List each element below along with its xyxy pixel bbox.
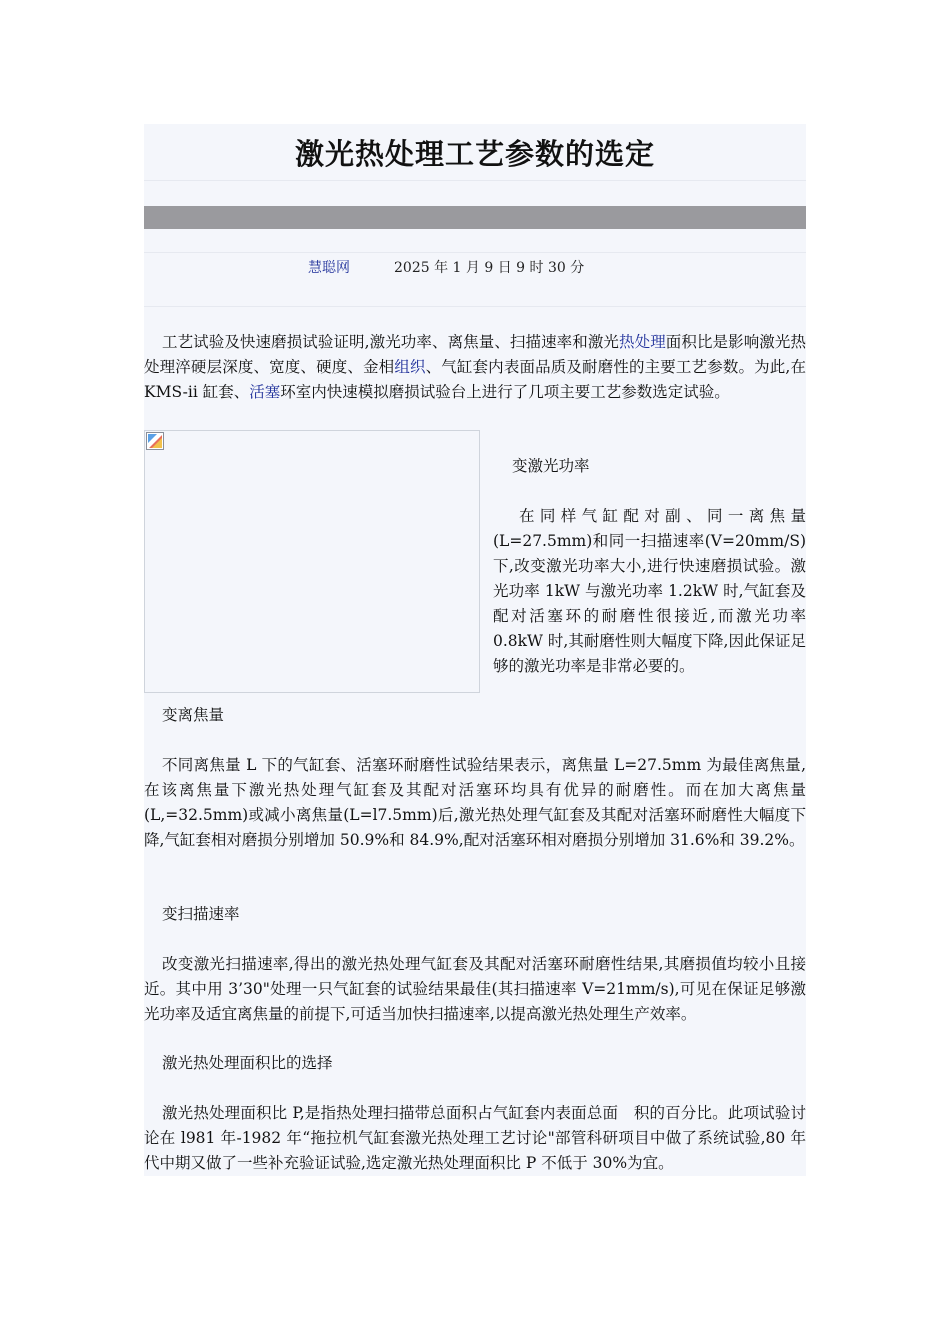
section-paragraph: 改变激光扫描速率,得出的激光热处理气缸套及其配对活塞环耐磨性结果,其磨损值均较小且接近。其中用 3’30"处理一只气缸套的试验结果最佳(其扫描速率 V=21mm/s),可见在保证足够激光功率及适宜离焦量的前提下,可适当加快扫描速率,以提高激光热处理生产效率。	[144, 955, 806, 1023]
section-heading: 变离焦量	[162, 706, 225, 724]
section-heading: 变激光功率	[512, 457, 590, 475]
section-heading: 变扫描速率	[162, 905, 240, 923]
intro-paragraph: 工艺试验及快速磨损试验证明,激光功率、离焦量、扫描速率和激光热处理面积比是影响激光热处理淬硬层深度、宽度、硬度、金相组织、气缸套内表面品质及耐磨性的主要工艺参数。为此,在 KMS-ii 缸套、活塞环室内快速模拟磨损试验台上进行了几项主要工艺参数选定试验。	[144, 333, 806, 401]
publish-date: 2025 年 1 月 9 日 9 时 30 分	[394, 260, 585, 276]
section-paragraph: 不同离焦量 L 下的气缸套、活塞环耐磨性试验结果表示，离焦量 L=27.5mm 为最佳离焦量,在该离焦量下激光热处理气缸套及其配对活塞环均具有优异的耐磨性。而在加大离焦量(L,=32.5mm)或减小离焦量(L=l7.5mm)后,激光热处理气缸套及其配对活塞环耐磨性大幅度下降,气缸套相对磨损分别增加 50.9%和 84.9%,配对活塞环相对磨损分别增加 31.6%和 39.2%。	[144, 756, 806, 849]
article	[144, 124, 806, 1176]
broken-image-icon	[146, 432, 164, 450]
link-structure[interactable]: 组织	[394, 358, 426, 376]
section-paragraph: 激光热处理面积比 P,是指热处理扫描带总面积占气缸套内表面总面 积的百分比。此项试验讨论在 l981 年-1982 年“拖拉机气缸套激光热处理工艺讨论"部管科研项目中做了系统试验,80 年代中期又做了一些补充验证试验,选定激光热处理面积比 P 不低于 30%为宜。	[144, 1104, 806, 1172]
link-piston[interactable]: 活塞	[249, 383, 281, 401]
link-heat-treatment[interactable]: 热处理	[619, 333, 666, 351]
divider	[144, 180, 806, 181]
section-paragraph: 在同样气缸配对副、同一离焦量(L=27.5mm)和同一扫描速率(V=20mm/S)下,改变激光功率大小,进行快速磨损试验。激光功率 1kW 与激光功率 1.2kW 时,气缸套及配对活塞环的耐磨性很接近,而激光功率 0.8kW 时,其耐磨性则大幅度下降,因此保证足够的激光功率是非常必要的。	[493, 507, 806, 675]
article-title: 激光热处理工艺参数的选定	[294, 137, 655, 171]
article-image	[144, 430, 480, 693]
section-heading: 激光热处理面积比的选择	[162, 1054, 333, 1072]
divider	[144, 252, 806, 253]
divider	[144, 306, 806, 307]
source-link[interactable]: 慧聪网	[308, 260, 350, 276]
header-bar	[144, 206, 806, 229]
